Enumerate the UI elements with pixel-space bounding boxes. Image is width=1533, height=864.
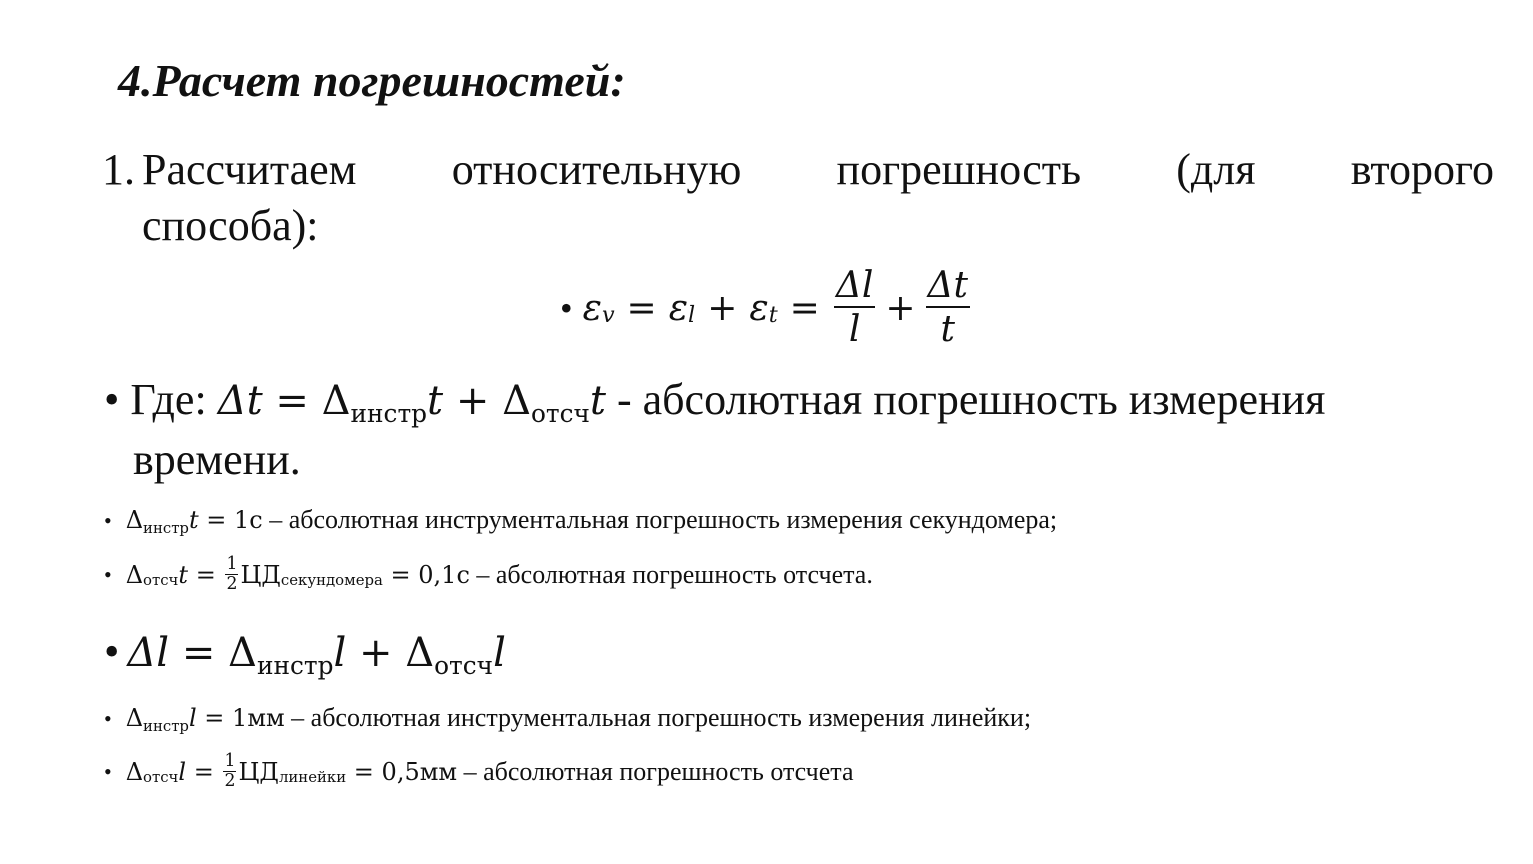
step-word: второго bbox=[1350, 145, 1494, 194]
subscript: секундомера bbox=[280, 570, 383, 589]
page-title: 4.Расчет погрешностей: bbox=[118, 55, 626, 106]
math-var: l bbox=[188, 704, 197, 732]
step-number: 1. bbox=[102, 145, 135, 194]
description: – абсолютная погрешность отсчета. bbox=[469, 559, 873, 589]
equals-sign: = bbox=[195, 560, 216, 589]
delta-symbol: Δ bbox=[321, 378, 351, 424]
subscript: отсч bbox=[143, 767, 179, 786]
subscript: линейки bbox=[278, 767, 347, 786]
step-word: Рассчитаем bbox=[142, 145, 357, 194]
delta-symbol: Δ bbox=[405, 630, 435, 676]
bullet: • bbox=[104, 758, 112, 784]
time-instrument-error bbox=[104, 505, 1057, 535]
fraction-one-half bbox=[223, 753, 236, 791]
math-var: t bbox=[427, 378, 444, 424]
delta-symbol: Δ bbox=[502, 378, 531, 424]
equals-sign: = bbox=[390, 560, 411, 589]
math-expression bbox=[126, 556, 470, 594]
numerator: 1 bbox=[224, 751, 236, 771]
equals-sign: = bbox=[626, 287, 657, 329]
plus-sign: + bbox=[455, 378, 490, 424]
length-reading-error bbox=[104, 753, 854, 791]
delta-symbol: Δ bbox=[125, 757, 144, 786]
relative-error-formula bbox=[560, 265, 972, 350]
math-var: t bbox=[188, 506, 199, 534]
subscript: инстр bbox=[350, 398, 428, 428]
subscript: v bbox=[601, 302, 615, 329]
step-line-2: способа): bbox=[142, 201, 319, 250]
plus-sign: + bbox=[707, 287, 738, 329]
math-expression bbox=[126, 753, 457, 791]
equals-sign: = bbox=[181, 630, 216, 676]
denominator: 2 bbox=[226, 574, 238, 595]
delta-symbol: Δ bbox=[228, 630, 257, 676]
epsilon-symbol: ε bbox=[749, 287, 769, 329]
subscript: инстр bbox=[143, 716, 189, 735]
value: 1мм bbox=[232, 704, 285, 732]
division-value-label: ЦД bbox=[240, 560, 281, 589]
fraction-delta-t bbox=[926, 265, 970, 350]
subscript: t bbox=[768, 302, 778, 329]
subscript: отсч bbox=[434, 650, 494, 680]
delta-symbol: Δ bbox=[125, 704, 144, 732]
division-value-label: ЦД bbox=[238, 757, 279, 786]
bullet: • bbox=[104, 375, 120, 424]
equals-sign: = bbox=[206, 506, 227, 534]
equals-sign: = bbox=[275, 378, 309, 424]
plus-sign: + bbox=[885, 287, 916, 329]
equals-sign: = bbox=[204, 704, 225, 732]
equals-sign: = bbox=[789, 287, 820, 329]
plus-sign: + bbox=[359, 630, 393, 676]
subscript: отсч bbox=[143, 570, 179, 589]
math-var: t bbox=[178, 560, 189, 589]
numerator: 1 bbox=[226, 554, 238, 574]
value: 0,1с bbox=[418, 560, 470, 589]
bullet: • bbox=[104, 706, 112, 731]
math-var: Δl bbox=[127, 630, 170, 676]
bullet: • bbox=[104, 508, 112, 533]
subscript: отсч bbox=[530, 398, 590, 428]
bullet: • bbox=[104, 561, 112, 587]
math-var: Δt bbox=[217, 378, 263, 424]
math-var: l bbox=[493, 630, 506, 676]
math-var: t bbox=[589, 378, 606, 424]
fraction-one-half bbox=[225, 556, 238, 594]
epsilon-symbol: ε bbox=[668, 287, 689, 329]
math-expression bbox=[125, 506, 263, 537]
step-word: относительную bbox=[451, 145, 742, 194]
denominator: 2 bbox=[224, 771, 236, 792]
description: – абсолютная инструментальная погрешность измерения секундомера; bbox=[262, 505, 1058, 534]
math-expression bbox=[125, 704, 285, 735]
step-line-1 bbox=[142, 144, 1494, 195]
denominator: t bbox=[940, 309, 955, 350]
step-word: (для bbox=[1176, 145, 1256, 194]
equals-sign: = bbox=[193, 757, 214, 786]
step-word: погрешность bbox=[836, 145, 1082, 194]
description: – абсолютная инструментальная погрешность измерения линейки; bbox=[284, 703, 1032, 732]
subscript: l bbox=[688, 302, 696, 329]
subscript: инстр bbox=[256, 650, 334, 680]
subscript: инстр bbox=[143, 518, 189, 537]
math-var: l bbox=[333, 630, 347, 676]
equals-sign: = bbox=[353, 757, 374, 786]
length-error-formula bbox=[104, 626, 506, 680]
where-line-1 bbox=[104, 374, 1326, 428]
where-description: - абсолютная погрешность измерения bbox=[605, 375, 1326, 424]
bullet: • bbox=[560, 288, 573, 328]
delta-symbol: Δ bbox=[125, 506, 144, 534]
denominator: l bbox=[848, 309, 861, 350]
value: 1с bbox=[234, 506, 263, 534]
length-instrument-error bbox=[104, 703, 1031, 733]
time-reading-error bbox=[104, 556, 873, 594]
fraction-delta-l bbox=[834, 265, 876, 350]
math-expression bbox=[127, 630, 506, 680]
value: 0,5мм bbox=[381, 757, 458, 786]
delta-symbol: Δ bbox=[125, 560, 144, 589]
math-var: l bbox=[178, 757, 187, 786]
bullet: • bbox=[104, 627, 120, 676]
epsilon-symbol: ε bbox=[582, 287, 602, 329]
where-label: Где: bbox=[130, 375, 218, 424]
where-line-2: времени. bbox=[133, 435, 301, 484]
where-formula bbox=[217, 378, 606, 428]
description: – абсолютная погрешность отсчета bbox=[457, 756, 854, 786]
numerator: Δl bbox=[835, 265, 874, 306]
numerator: Δt bbox=[927, 265, 968, 306]
